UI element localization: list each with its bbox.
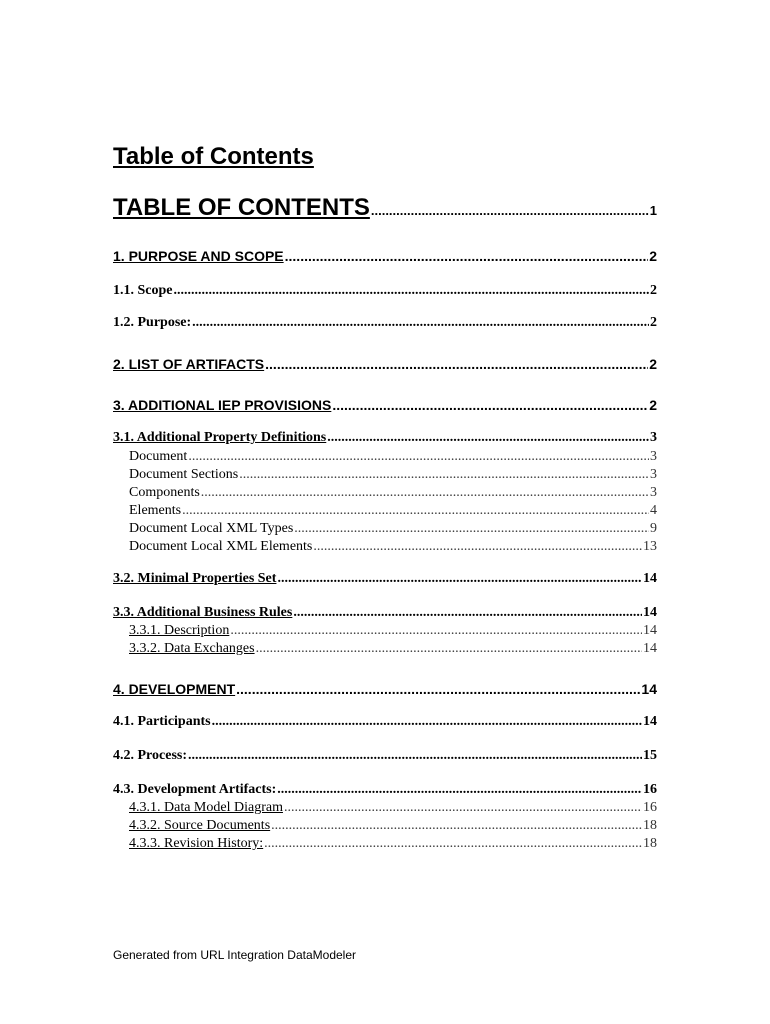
toc-entry-minimal-properties-set[interactable] xyxy=(113,571,657,587)
toc-entry-page: 4 xyxy=(650,503,657,518)
toc-entry-page: 14 xyxy=(643,605,657,620)
toc-entry-label: 1. PURPOSE AND SCOPE xyxy=(113,248,284,264)
toc-entry-page: 3 xyxy=(650,467,657,482)
toc-entry-label: Document Local XML Types xyxy=(129,521,294,536)
toc-entry-process[interactable] xyxy=(113,748,657,764)
toc-entry-label: 3.1. Additional Property Definitions xyxy=(113,430,327,445)
toc-entry-page: 14 xyxy=(643,623,657,638)
toc-entry-label: 1.2. Purpose: xyxy=(113,315,192,330)
toc-entry-label: 4.3.2. Source Documents xyxy=(129,818,271,833)
dot-leader xyxy=(212,714,642,730)
toc-entry-page: 1 xyxy=(649,203,657,218)
dot-leader xyxy=(313,539,642,555)
toc-entry-data-model-diagram[interactable] xyxy=(129,800,657,816)
toc-entry-page: 15 xyxy=(643,748,657,763)
dot-leader xyxy=(201,485,649,501)
toc-entry-source-documents[interactable] xyxy=(129,818,657,834)
dot-leader xyxy=(284,800,642,816)
toc-entry-page: 16 xyxy=(643,782,657,797)
toc-entry-label: 3.3. Additional Business Rules xyxy=(113,605,293,620)
toc-entry-label: Document Sections xyxy=(129,467,239,482)
dot-leader xyxy=(264,836,642,852)
toc-entry-page: 14 xyxy=(643,714,657,729)
dot-leader xyxy=(188,748,642,764)
toc-entry-page: 2 xyxy=(649,248,657,264)
page-footer: Generated from URL Integration DataModeler xyxy=(113,948,357,962)
toc-entry-document-local-xml-elements[interactable] xyxy=(129,539,657,555)
toc-entry-page: 2 xyxy=(649,397,657,413)
toc-entry-label: 4.3. Development Artifacts: xyxy=(113,782,277,797)
toc-entry-purpose[interactable] xyxy=(113,315,657,331)
dot-leader xyxy=(239,467,649,483)
toc-entry-document-sections[interactable] xyxy=(129,467,657,483)
toc-entry-page: 18 xyxy=(643,818,657,833)
toc-entry-label: 3. ADDITIONAL IEP PROVISIONS xyxy=(113,397,332,413)
dot-leader xyxy=(371,203,649,218)
toc-entry-development-artifacts[interactable] xyxy=(113,782,657,798)
dot-leader xyxy=(174,283,650,299)
dot-leader xyxy=(230,623,642,639)
dot-leader xyxy=(271,818,642,834)
dot-leader xyxy=(294,521,649,537)
dot-leader xyxy=(332,397,648,413)
toc-entry-page: 14 xyxy=(641,681,657,697)
toc-entry-list-of-artifacts[interactable] xyxy=(113,356,657,372)
dot-leader xyxy=(293,605,642,621)
toc-entry-label: Document xyxy=(129,449,188,464)
dot-leader xyxy=(277,571,642,587)
toc-entry-label: 4.2. Process: xyxy=(113,748,187,763)
dot-leader xyxy=(192,315,649,331)
toc-entry-document-local-xml-types[interactable] xyxy=(129,521,657,537)
toc-entry-participants[interactable] xyxy=(113,714,657,730)
toc-entry-label: 3.2. Minimal Properties Set xyxy=(113,571,277,586)
dot-leader xyxy=(265,356,648,372)
toc-entry-label: Components xyxy=(129,485,200,500)
toc-entry-page: 2 xyxy=(650,283,657,298)
toc-entry-document[interactable] xyxy=(129,449,657,465)
toc-entry-scope[interactable] xyxy=(113,283,657,299)
dot-leader xyxy=(327,430,649,446)
toc-entry-page: 14 xyxy=(643,641,657,656)
toc-entry-label: 4. DEVELOPMENT xyxy=(113,681,236,697)
toc-entry-label: 3.3.1. Description xyxy=(129,623,230,638)
toc-entry-development[interactable] xyxy=(113,681,657,697)
dot-leader xyxy=(188,449,649,465)
dot-leader xyxy=(182,503,649,519)
page-title: Table of Contents xyxy=(113,143,314,170)
toc-entry-page: 18 xyxy=(643,836,657,851)
toc-entry-label: 1.1. Scope xyxy=(113,283,173,298)
toc-entry-label: 4.3.3. Revision History: xyxy=(129,836,264,851)
toc-entry-page: 2 xyxy=(649,356,657,372)
toc-entry-page: 9 xyxy=(650,521,657,536)
toc-entry-elements[interactable] xyxy=(129,503,657,519)
dot-leader xyxy=(236,681,640,697)
toc-entry-label: Elements xyxy=(129,503,182,518)
dot-leader xyxy=(277,782,642,798)
toc-entry-page: 3 xyxy=(650,430,657,445)
toc-entry-page: 13 xyxy=(643,539,657,554)
toc-entry-data-exchanges[interactable] xyxy=(129,641,657,657)
toc-entry-additional-business-rules[interactable] xyxy=(113,605,657,621)
toc-entry-label: 2. LIST OF ARTIFACTS xyxy=(113,356,265,372)
toc-entry-page: 3 xyxy=(650,449,657,464)
toc-entry-components[interactable] xyxy=(129,485,657,501)
dot-leader xyxy=(256,641,642,657)
toc-entry-page: 16 xyxy=(643,800,657,815)
toc-entry-page: 2 xyxy=(650,315,657,330)
toc-entry-label: Document Local XML Elements xyxy=(129,539,313,554)
toc-entry-purpose-and-scope[interactable] xyxy=(113,248,657,264)
toc-entry-additional-iep-provisions[interactable] xyxy=(113,397,657,413)
toc-entry-label: 4.1. Participants xyxy=(113,714,211,729)
toc-entry-label: 4.3.1. Data Model Diagram xyxy=(129,800,283,815)
dot-leader xyxy=(285,248,649,264)
toc-entry-label: TABLE OF CONTENTS xyxy=(113,194,370,221)
toc-entry-description[interactable] xyxy=(129,623,657,639)
toc-entry-label: 3.3.2. Data Exchanges xyxy=(129,641,255,656)
toc-entry-page: 3 xyxy=(650,485,657,500)
toc-entry-page: 14 xyxy=(643,571,657,586)
toc-entry-additional-property-definitions[interactable] xyxy=(113,430,657,446)
toc-entry-revision-history[interactable] xyxy=(129,836,657,852)
toc-entry-table-of-contents[interactable] xyxy=(113,194,657,222)
